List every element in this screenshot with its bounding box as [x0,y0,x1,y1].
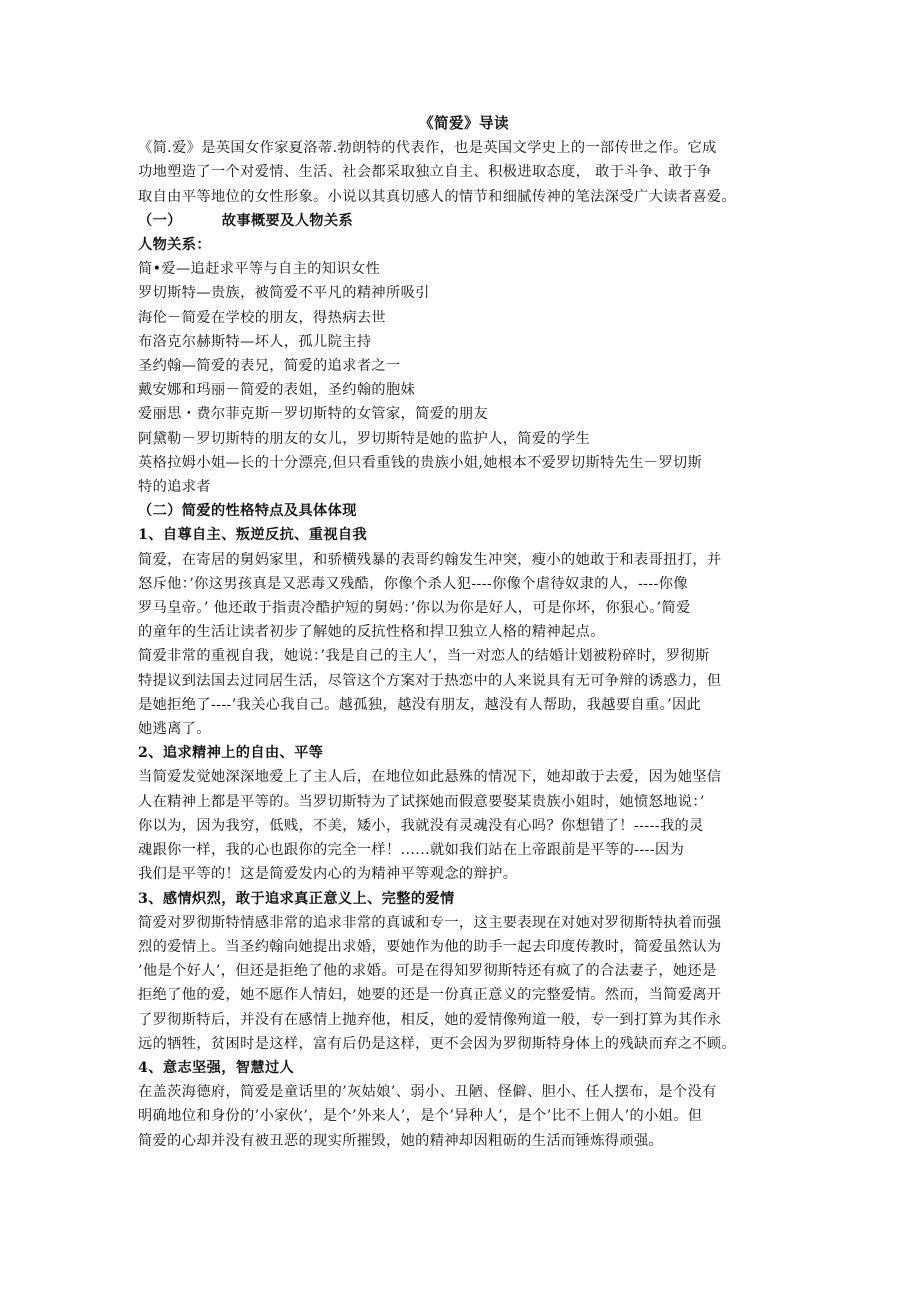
paragraph-line: 简爱非常的重视自我，她说：’我是自己的主人’，当一对恋人的结婚计划被粉碎时，罗彻斯 [138,648,710,665]
paragraph-line: 明确地位和身份的’小家伙’，是个’外来人’，是个’异种人’，是个’比不上佣人’的小姐。但 [138,1108,703,1125]
character-list [138,257,790,499]
paragraph-line: 了罗彻斯特后，并没有在感情上抛弃他，相反，她的爱情像殉道一般，专一到打算为其作永 [138,1011,722,1028]
paragraph-line: 是她拒绝了----’我关心我自己。越孤独，越没有朋友，越没有人帮助，我越要自重。’因此 [138,696,702,713]
trait-heading: 3、感情炽烈，敢于追求真正意义上、完整的爱情 [138,890,455,907]
section2-heading: （二）简爱的性格特点及具体体现 [138,503,357,520]
trait-block [138,523,790,741]
character-item: 简•爱—追赶求平等与自主的知识女性 [138,261,381,278]
intro-paragraph [138,136,790,209]
character-item: 圣约翰—简爱的表兄，简爱的追求者之一 [138,358,401,375]
paragraph-line: 魂跟你一样，我的心也跟你的完全一样！......就如我们站在上帝跟前是平等的----因为 [138,842,685,859]
character-relations-heading: 人物关系： [138,237,211,254]
character-item: 爱丽思・费尔菲克斯－罗切斯特的女管家，简爱的朋友 [138,406,489,423]
character-item: 布洛克尔赫斯特—坏人，孤儿院主持 [138,333,372,350]
paragraph-line: 烈的爱情上。当圣约翰向她提出求婚，要她作为他的助手一起去印度传教时，简爱虽然认为 [138,938,722,955]
paragraph-line: 简爱的心却并没有被丑恶的现实所摧毁，她的精神却因粗砺的生活而锤炼得顽强。 [138,1132,664,1149]
section1-title: 故事概要及人物关系 [221,212,354,229]
character-item: 阿黛勒－罗切斯特的朋友的女儿，罗切斯特是她的监护人，简爱的学生 [138,430,591,447]
paragraph-line: 罗马皇帝。’ 他还敢于指责冷酷护短的舅妈：’你以为你是好人，可是你坏，你狠心。’简爱 [138,600,691,617]
intro-line: 功地塑造了一个对爱情、生活、社会都采取独立自主、积极进取态度， 敢于斗争、敢于争 [138,164,712,181]
paragraph-line: 你以为，因为我穷，低贱，不美，矮小，我就没有灵魂没有心吗？你想错了！-----我的灵 [138,817,704,834]
section1-heading [138,209,790,233]
character-item: 英格拉姆小姐—长的十分漂亮,但只看重钱的贵族小姐,她根本不爱罗切斯特先生－罗切斯 [138,454,703,471]
trait-block [138,887,790,1056]
paragraph-line: 的童年的生活让读者初步了解她的反抗性格和捍卫独立人格的精神起点。 [138,624,605,641]
character-item: 特的追求者 [138,479,211,496]
paragraph-line: 我们是平等的！这是简爱发内心的为精神平等观念的辩护。 [138,866,518,883]
intro-line: 取自由平等地位的女性形象。小说以其真切感人的情节和细腻传神的笔法深受广大读者喜爱。 [138,188,737,205]
character-item: 罗切斯特—贵族，被简爱不平凡的精神所吸引 [138,285,430,302]
paragraph-line: 特提议到法国去过同居生活，尽管这个方案对于热恋中的人来说具有无可争辩的诱惑力，但 [138,672,722,689]
character-item: 戴安娜和玛丽－简爱的表姐，圣约翰的胞妹 [138,382,416,399]
trait-heading: 2、追求精神上的自由、平等 [138,745,324,762]
character-item: 海伦－简爱在学校的朋友，得热病去世 [138,309,386,326]
trait-heading: 4、意志坚强，智慧过人 [138,1059,295,1076]
paragraph-line: 她逃离了。 [138,721,211,738]
paragraph-line: ’他是个好人’，但还是拒绝了他的求婚。可是在得知罗彻斯特还有疯了的合法妻子，她还是 [138,963,717,980]
document-title: 《简爱》导读 [419,115,509,132]
document-page [138,112,790,1153]
paragraph-line: 人在精神上都是平等的。当罗切斯特为了试探她而假意要娶某贵族小姐时，她愤怒地说：’ [138,793,705,810]
paragraph-line: 在盖茨海德府，简爱是童话里的’灰姑娘’、弱小、丑陋、怪僻、胆小、任人摆布，是个没有 [138,1084,717,1101]
paragraph-line: 简爱对罗彻斯特情感非常的追求非常的真诚和专一，这主要表现在对她对罗彻斯特执着而强 [138,914,722,931]
paragraph-line: 当简爱发觉她深深地爱上了主人后，在地位如此悬殊的情况下，她却敢于去爱，因为她坚信 [138,769,722,786]
paragraph-line: 怒斥他：’你这男孩真是又恶毒又残酷，你像个杀人犯----你像个虐待奴隶的人，----你像 [138,575,688,592]
paragraph-line: 拒绝了他的爱，她不愿作人情妇，她要的还是一份真正意义的完整爱情。然而，当简爱离开 [138,987,722,1004]
intro-line: 《简.爱》是英国女作家夏洛蒂.勃朗特的代表作，也是英国文学史上的一部传世之作。它成 [138,140,717,157]
trait-block [138,1056,790,1153]
trait-heading: 1、自尊自主、叛逆反抗、重视自我 [138,527,368,544]
paragraph-line: 远的牺牲，贫困时是这样，富有后仍是这样，更不会因为罗彻斯特身体上的残缺而弃之不顾。 [138,1035,737,1052]
section1-number: （一） [138,212,182,229]
trait-block [138,741,790,886]
paragraph-line: 简爱，在寄居的舅妈家里，和骄横残暴的表哥约翰发生冲突，瘦小的她敢于和表哥扭打，并 [138,551,722,568]
